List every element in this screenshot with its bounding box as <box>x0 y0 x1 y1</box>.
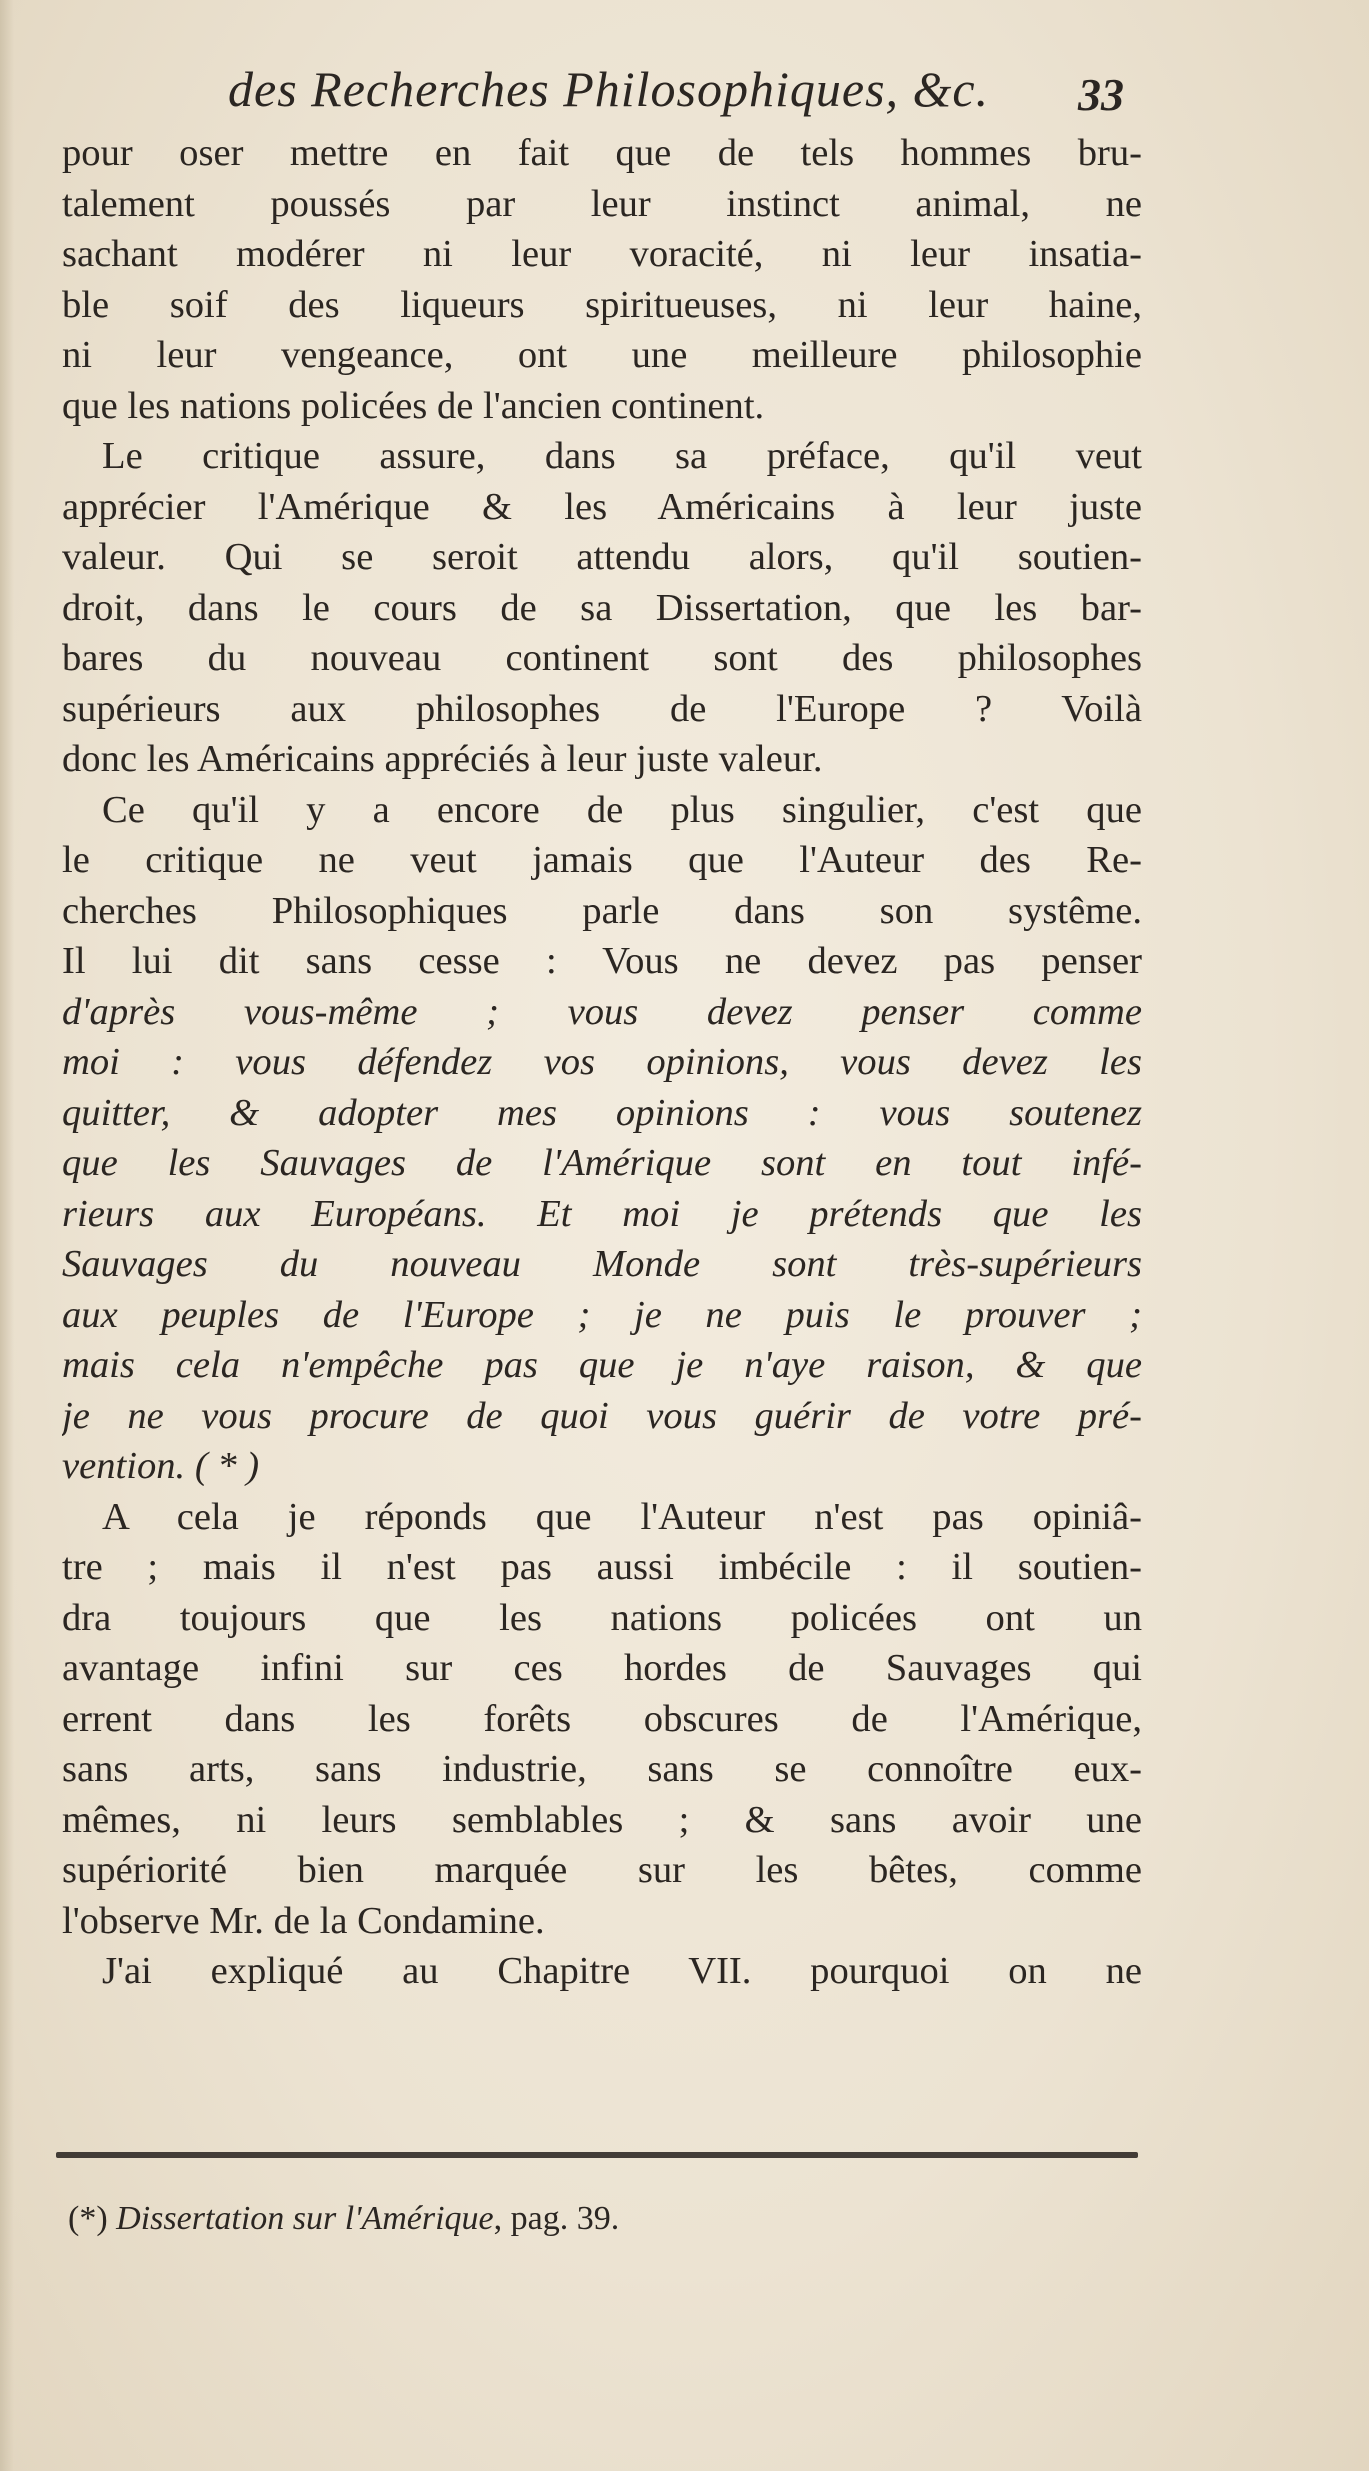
text-line: que les Sauvages de l'Amérique sont en tout infé- <box>62 1142 1142 1184</box>
footnote-reference: , pag. 39. <box>493 2200 620 2237</box>
text-line: pour oser mettre en fait que de tels hommes bru- <box>62 132 1142 174</box>
text-line: A cela je réponds que l'Auteur n'est pas opiniâ- <box>102 1495 1142 1538</box>
text-line: tre ; mais il n'est pas aussi imbécile : il soutien- <box>62 1546 1142 1588</box>
text-line: supériorité bien marquée sur les bêtes, comme <box>62 1849 1142 1891</box>
page-number: 33 <box>1078 69 1124 120</box>
text-line: Il lui dit sans cesse : Vous ne devez pas penser <box>62 940 1142 982</box>
text-line: d'après vous-même ; vous devez penser comme <box>62 990 1142 1033</box>
text-line: droit, dans le cours de sa Dissertation, que les bar- <box>62 586 1142 629</box>
footnote <box>68 2200 619 2238</box>
text-line: errent dans les forêts obscures de l'Amérique, <box>62 1697 1142 1740</box>
text-line: mêmes, ni leurs semblables ; & sans avoir une <box>62 1798 1142 1841</box>
text-line: sachant modérer ni leur voracité, ni leur insatia- <box>62 233 1142 275</box>
footnote-separator-rule <box>56 2152 1138 2158</box>
text-line: vention. ( * ) <box>62 1445 260 1487</box>
page-binding-edge <box>0 0 14 2471</box>
text-line: mais cela n'empêche pas que je n'aye raison, & que <box>62 1344 1142 1386</box>
text-line: J'ai expliqué au Chapitre VII. pourquoi on ne <box>102 1950 1142 1992</box>
body-text <box>62 128 1142 1997</box>
text-line: donc les Américains appréciés à leur juste valeur. <box>62 738 823 780</box>
text-line: aux peuples de l'Europe ; je ne puis le prouver ; <box>62 1293 1142 1336</box>
text-line: ble soif des liqueurs spiritueuses, ni leur haine, <box>62 283 1142 326</box>
text-line: ni leur vengeance, ont une meilleure philosophie <box>62 334 1142 376</box>
text-line: Le critique assure, dans sa préface, qu'il veut <box>102 435 1142 477</box>
text-line: que les nations policées de l'ancien continent. <box>62 384 765 427</box>
text-line: l'observe Mr. de la Condamine. <box>62 1899 545 1942</box>
footnote-title: Dissertation sur l'Amérique <box>116 2200 494 2237</box>
footnote-mark: (*) <box>68 2200 108 2237</box>
text-line: dra toujours que les nations policées ont un <box>62 1596 1142 1639</box>
text-line: le critique ne veut jamais que l'Auteur des Re- <box>62 839 1142 881</box>
text-line: quitter, & adopter mes opinions : vous soutenez <box>62 1091 1142 1134</box>
text-line: rieurs aux Européans. Et moi je prétends que les <box>62 1192 1142 1235</box>
text-line: cherches Philosophiques parle dans son systême. <box>62 889 1142 932</box>
text-line: Ce qu'il y a encore de plus singulier, c'est que <box>102 788 1142 831</box>
text-line: sans arts, sans industrie, sans se connoître eux- <box>62 1748 1142 1790</box>
text-line: avantage infini sur ces hordes de Sauvages qui <box>62 1647 1142 1689</box>
text-line: supérieurs aux philosophes de l'Europe ? Voilà <box>62 687 1142 730</box>
page-header <box>0 60 1369 136</box>
text-line: moi : vous défendez vos opinions, vous devez les <box>62 1041 1142 1083</box>
text-line: je ne vous procure de quoi vous guérir de votre pré- <box>62 1394 1142 1437</box>
text-line: Sauvages du nouveau Monde sont très-supérieurs <box>62 1243 1142 1285</box>
running-title: des Recherches Philosophiques, &c. <box>228 61 990 117</box>
text-line: bares du nouveau continent sont des philosophes <box>62 637 1142 679</box>
text-line: apprécier l'Amérique & les Américains à leur juste <box>62 485 1142 528</box>
text-line: talement poussés par leur instinct animal, ne <box>62 182 1142 225</box>
text-line: valeur. Qui se seroit attendu alors, qu'il soutien- <box>62 536 1142 578</box>
